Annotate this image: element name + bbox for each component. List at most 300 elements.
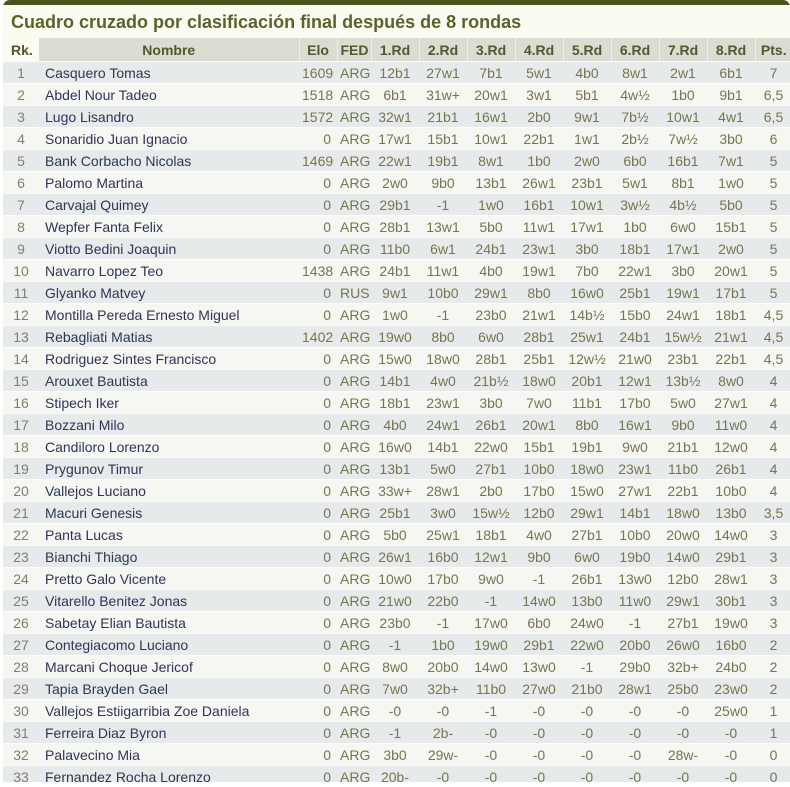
- table-row: [3, 348, 790, 370]
- table-row: [3, 172, 790, 194]
- elo-cell: 0: [299, 744, 337, 766]
- column-header-round1: 1.Rd: [371, 38, 419, 62]
- round-3-result: -1: [467, 700, 515, 722]
- round-5-result: 4b0: [563, 62, 611, 84]
- round-4-result: 18w0: [515, 370, 563, 392]
- player-name-link[interactable]: Bozzani Milo: [39, 414, 299, 436]
- round-1-result: 23b0: [371, 612, 419, 634]
- round-6-result: -0: [611, 766, 659, 783]
- elo-cell: 0: [299, 480, 337, 502]
- federation-cell: ARG: [337, 436, 371, 458]
- federation-cell: ARG: [337, 304, 371, 326]
- round-1-result: -1: [371, 722, 419, 744]
- round-8-result: 14w0: [707, 524, 755, 546]
- player-name-link[interactable]: Vallejos Luciano: [39, 480, 299, 502]
- round-6-result: 7b½: [611, 106, 659, 128]
- round-2-result: 11w1: [419, 260, 467, 282]
- round-4-result: 15b1: [515, 436, 563, 458]
- federation-cell: ARG: [337, 590, 371, 612]
- round-8-result: 15b1: [707, 216, 755, 238]
- round-1-result: 24b1: [371, 260, 419, 282]
- round-6-result: 8w1: [611, 62, 659, 84]
- elo-cell: 0: [299, 458, 337, 480]
- round-8-result: 30b1: [707, 590, 755, 612]
- round-4-result: 13w0: [515, 656, 563, 678]
- rank-cell: 13: [3, 326, 39, 348]
- federation-cell: ARG: [337, 260, 371, 282]
- round-3-result: 5b0: [467, 216, 515, 238]
- round-4-result: 5w1: [515, 62, 563, 84]
- federation-cell: ARG: [337, 84, 371, 106]
- points-cell: 4: [755, 480, 790, 502]
- round-1-result: 18b1: [371, 392, 419, 414]
- federation-cell: ARG: [337, 546, 371, 568]
- round-7-result: 14w0: [659, 546, 707, 568]
- player-name-link[interactable]: Ferreira Diaz Byron: [39, 722, 299, 744]
- rank-cell: 27: [3, 634, 39, 656]
- federation-cell: ARG: [337, 524, 371, 546]
- round-8-result: 4w1: [707, 106, 755, 128]
- points-cell: 4: [755, 370, 790, 392]
- round-5-result: 25w1: [563, 326, 611, 348]
- round-5-result: 13b0: [563, 590, 611, 612]
- round-5-result: -0: [563, 722, 611, 744]
- round-6-result: 27w1: [611, 480, 659, 502]
- round-2-result: 27w1: [419, 62, 467, 84]
- round-6-result: 23w1: [611, 458, 659, 480]
- player-name-link[interactable]: Stipech Iker: [39, 392, 299, 414]
- table-row: [3, 634, 790, 656]
- round-1-result: 21w0: [371, 590, 419, 612]
- round-3-result: 16w1: [467, 106, 515, 128]
- round-5-result: -0: [563, 700, 611, 722]
- player-name-link[interactable]: Abdel Nour Tadeo: [39, 84, 299, 106]
- round-7-result: -0: [659, 722, 707, 744]
- round-2-result: 17b0: [419, 568, 467, 590]
- table-row: [3, 766, 790, 783]
- player-name-link[interactable]: Tapia Brayden Gael: [39, 678, 299, 700]
- points-cell: 3,5: [755, 502, 790, 524]
- round-8-result: -0: [707, 722, 755, 744]
- round-6-result: 1b0: [611, 216, 659, 238]
- round-3-result: 7b1: [467, 62, 515, 84]
- player-name-link[interactable]: Marcani Choque Jericof: [39, 656, 299, 678]
- player-name-link[interactable]: Bianchi Thiago: [39, 546, 299, 568]
- federation-cell: ARG: [337, 326, 371, 348]
- federation-cell: ARG: [337, 194, 371, 216]
- round-3-result: 26b1: [467, 414, 515, 436]
- round-2-result: 20b0: [419, 656, 467, 678]
- elo-cell: 0: [299, 722, 337, 744]
- round-1-result: 7w0: [371, 678, 419, 700]
- round-3-result: 17w0: [467, 612, 515, 634]
- elo-cell: 0: [299, 348, 337, 370]
- rank-cell: 1: [3, 62, 39, 84]
- round-8-result: 13b0: [707, 502, 755, 524]
- federation-cell: ARG: [337, 414, 371, 436]
- round-6-result: 21w0: [611, 348, 659, 370]
- elo-cell: 0: [299, 414, 337, 436]
- round-2-result: -0: [419, 700, 467, 722]
- table-row: [3, 260, 790, 282]
- federation-cell: ARG: [337, 568, 371, 590]
- round-8-result: 21w1: [707, 326, 755, 348]
- round-8-result: -0: [707, 766, 755, 783]
- rank-cell: 21: [3, 502, 39, 524]
- round-2-result: 14b1: [419, 436, 467, 458]
- round-3-result: -0: [467, 722, 515, 744]
- round-6-result: 15b0: [611, 304, 659, 326]
- rank-cell: 23: [3, 546, 39, 568]
- round-5-result: 26b1: [563, 568, 611, 590]
- round-6-result: 5w1: [611, 172, 659, 194]
- elo-cell: 0: [299, 436, 337, 458]
- player-name-link[interactable]: Rebagliati Matias: [39, 326, 299, 348]
- round-4-result: 1b0: [515, 150, 563, 172]
- elo-cell: 1402: [299, 326, 337, 348]
- rank-cell: 26: [3, 612, 39, 634]
- round-3-result: 10w1: [467, 128, 515, 150]
- column-header-elo: Elo: [299, 38, 337, 62]
- round-3-result: 27b1: [467, 458, 515, 480]
- round-4-result: -0: [515, 700, 563, 722]
- round-7-result: -0: [659, 700, 707, 722]
- elo-cell: 0: [299, 370, 337, 392]
- round-8-result: 26b1: [707, 458, 755, 480]
- player-name-link[interactable]: Bank Corbacho Nicolas: [39, 150, 299, 172]
- round-8-result: 3b0: [707, 128, 755, 150]
- round-4-result: 28b1: [515, 326, 563, 348]
- round-4-result: 7w0: [515, 392, 563, 414]
- round-1-result: 10w0: [371, 568, 419, 590]
- round-7-result: 5w0: [659, 392, 707, 414]
- table-row: [3, 458, 790, 480]
- points-cell: 5: [755, 216, 790, 238]
- rank-cell: 14: [3, 348, 39, 370]
- player-name-link[interactable]: Macuri Genesis: [39, 502, 299, 524]
- round-1-result: 2w0: [371, 172, 419, 194]
- table-row: [3, 238, 790, 260]
- rank-cell: 15: [3, 370, 39, 392]
- player-name-link[interactable]: Lugo Lisandro: [39, 106, 299, 128]
- points-cell: 4: [755, 458, 790, 480]
- elo-cell: 1572: [299, 106, 337, 128]
- column-header-points: Pts.: [755, 38, 790, 62]
- points-cell: 0: [755, 766, 790, 783]
- player-name-link[interactable]: Vitarello Benitez Jonas: [39, 590, 299, 612]
- round-6-result: 17b0: [611, 392, 659, 414]
- federation-cell: ARG: [337, 128, 371, 150]
- round-2-result: 2b-: [419, 722, 467, 744]
- table-row: [3, 194, 790, 216]
- round-5-result: 5b1: [563, 84, 611, 106]
- table-row: [3, 84, 790, 106]
- round-4-result: 26w1: [515, 172, 563, 194]
- round-1-result: 12b1: [371, 62, 419, 84]
- rank-cell: 28: [3, 656, 39, 678]
- round-7-result: 10w1: [659, 106, 707, 128]
- round-7-result: 11b0: [659, 458, 707, 480]
- table-row: [3, 568, 790, 590]
- round-5-result: 9w1: [563, 106, 611, 128]
- points-cell: 4,5: [755, 348, 790, 370]
- player-name-link[interactable]: Sonaridio Juan Ignacio: [39, 128, 299, 150]
- round-6-result: -0: [611, 744, 659, 766]
- round-7-result: 1b0: [659, 84, 707, 106]
- table-row: [3, 436, 790, 458]
- round-3-result: -1: [467, 590, 515, 612]
- rank-cell: 12: [3, 304, 39, 326]
- column-header-round8: 8.Rd: [707, 38, 755, 62]
- round-8-result: 10b0: [707, 480, 755, 502]
- round-1-result: 16w0: [371, 436, 419, 458]
- round-7-result: 8b1: [659, 172, 707, 194]
- rank-cell: 31: [3, 722, 39, 744]
- round-8-result: 12w0: [707, 436, 755, 458]
- table-row: [3, 106, 790, 128]
- round-1-result: 9w1: [371, 282, 419, 304]
- table-row: [3, 480, 790, 502]
- points-cell: 2: [755, 656, 790, 678]
- rank-cell: 19: [3, 458, 39, 480]
- player-name-link[interactable]: Arouxet Bautista: [39, 370, 299, 392]
- round-7-result: 17w1: [659, 238, 707, 260]
- page-title: Cuadro cruzado por clasificación final después de 8 rondas: [11, 12, 522, 32]
- federation-cell: ARG: [337, 502, 371, 524]
- round-2-result: 6w1: [419, 238, 467, 260]
- round-5-result: 10w1: [563, 194, 611, 216]
- player-name-link[interactable]: Viotto Bedini Joaquin: [39, 238, 299, 260]
- federation-cell: ARG: [337, 744, 371, 766]
- round-8-result: 16b0: [707, 634, 755, 656]
- federation-cell: ARG: [337, 634, 371, 656]
- points-cell: 1: [755, 722, 790, 744]
- round-3-result: 2b0: [467, 480, 515, 502]
- round-7-result: 16b1: [659, 150, 707, 172]
- round-1-result: 4b0: [371, 414, 419, 436]
- round-8-result: 29b1: [707, 546, 755, 568]
- round-8-result: 25w0: [707, 700, 755, 722]
- round-3-result: 14w0: [467, 656, 515, 678]
- round-8-result: 18b1: [707, 304, 755, 326]
- table-row: [3, 128, 790, 150]
- round-8-result: 28w1: [707, 568, 755, 590]
- round-7-result: 19w1: [659, 282, 707, 304]
- player-name-link[interactable]: Contegiacomo Luciano: [39, 634, 299, 656]
- rank-cell: 3: [3, 106, 39, 128]
- round-1-result: 6b1: [371, 84, 419, 106]
- points-cell: 1: [755, 700, 790, 722]
- round-5-result: 20b1: [563, 370, 611, 392]
- column-header-round3: 3.Rd: [467, 38, 515, 62]
- round-2-result: 19b1: [419, 150, 467, 172]
- column-header-round4: 4.Rd: [515, 38, 563, 62]
- federation-cell: ARG: [337, 656, 371, 678]
- federation-cell: ARG: [337, 458, 371, 480]
- round-4-result: 22b1: [515, 128, 563, 150]
- round-2-result: 29w-: [419, 744, 467, 766]
- round-3-result: 29w1: [467, 282, 515, 304]
- player-name-link[interactable]: Panta Lucas: [39, 524, 299, 546]
- round-6-result: 10b0: [611, 524, 659, 546]
- round-3-result: 11b0: [467, 678, 515, 700]
- player-name-link[interactable]: Palavecino Mia: [39, 744, 299, 766]
- round-4-result: 23w1: [515, 238, 563, 260]
- round-6-result: 18b1: [611, 238, 659, 260]
- table-row: [3, 502, 790, 524]
- round-2-result: 5w0: [419, 458, 467, 480]
- player-name-link[interactable]: Prygunov Timur: [39, 458, 299, 480]
- round-6-result: -0: [611, 722, 659, 744]
- round-5-result: 8b0: [563, 414, 611, 436]
- round-4-result: 2b0: [515, 106, 563, 128]
- elo-cell: 1518: [299, 84, 337, 106]
- table-row: [3, 744, 790, 766]
- elo-cell: 0: [299, 502, 337, 524]
- round-6-result: 24b1: [611, 326, 659, 348]
- rank-cell: 22: [3, 524, 39, 546]
- column-header-name: Nombre: [39, 38, 299, 62]
- table-row: [3, 370, 790, 392]
- elo-cell: 0: [299, 634, 337, 656]
- round-4-result: 16b1: [515, 194, 563, 216]
- rank-cell: 10: [3, 260, 39, 282]
- player-name-link[interactable]: Casquero Tomas: [39, 62, 299, 84]
- points-cell: 3: [755, 568, 790, 590]
- player-name-link[interactable]: Fernandez Rocha Lorenzo: [39, 766, 299, 783]
- round-5-result: 19b1: [563, 436, 611, 458]
- round-6-result: 29b0: [611, 656, 659, 678]
- round-7-result: 12b0: [659, 568, 707, 590]
- round-4-result: -0: [515, 744, 563, 766]
- round-1-result: 5b0: [371, 524, 419, 546]
- elo-cell: 0: [299, 678, 337, 700]
- round-3-result: 24b1: [467, 238, 515, 260]
- round-4-result: 10b0: [515, 458, 563, 480]
- round-1-result: 20b-: [371, 766, 419, 783]
- round-4-result: -1: [515, 568, 563, 590]
- federation-cell: ARG: [337, 612, 371, 634]
- elo-cell: 0: [299, 304, 337, 326]
- round-4-result: 27w0: [515, 678, 563, 700]
- federation-cell: ARG: [337, 62, 371, 84]
- round-2-result: 22b0: [419, 590, 467, 612]
- round-5-result: 2w0: [563, 150, 611, 172]
- column-header-round6: 6.Rd: [611, 38, 659, 62]
- round-5-result: -0: [563, 744, 611, 766]
- round-3-result: 12w1: [467, 546, 515, 568]
- table-row: [3, 722, 790, 744]
- points-cell: 5: [755, 282, 790, 304]
- round-7-result: 6w0: [659, 216, 707, 238]
- points-cell: 4: [755, 414, 790, 436]
- round-6-result: 16w1: [611, 414, 659, 436]
- federation-cell: ARG: [337, 216, 371, 238]
- round-5-result: 14b½: [563, 304, 611, 326]
- rank-cell: 20: [3, 480, 39, 502]
- elo-cell: 0: [299, 612, 337, 634]
- results-panel: [3, 0, 790, 782]
- player-name-link[interactable]: Pretto Galo Vicente: [39, 568, 299, 590]
- player-name-link[interactable]: Vallejos Estiigarribia Zoe Daniela: [39, 700, 299, 722]
- player-name-link[interactable]: Carvajal Quimey: [39, 194, 299, 216]
- round-5-result: 3b0: [563, 238, 611, 260]
- round-6-result: 4w½: [611, 84, 659, 106]
- elo-cell: 0: [299, 392, 337, 414]
- round-1-result: 15w0: [371, 348, 419, 370]
- round-8-result: 2w0: [707, 238, 755, 260]
- elo-cell: 1609: [299, 62, 337, 84]
- round-5-result: 15w0: [563, 480, 611, 502]
- federation-cell: ARG: [337, 370, 371, 392]
- round-1-result: 25b1: [371, 502, 419, 524]
- player-name-link[interactable]: Glyanko Matvey: [39, 282, 299, 304]
- federation-cell: ARG: [337, 722, 371, 744]
- player-name-link[interactable]: Montilla Pereda Ernesto Miguel: [39, 304, 299, 326]
- round-4-result: 17b0: [515, 480, 563, 502]
- round-2-result: 15b1: [419, 128, 467, 150]
- round-6-result: 11w0: [611, 590, 659, 612]
- rank-cell: 30: [3, 700, 39, 722]
- round-8-result: 7w1: [707, 150, 755, 172]
- round-6-result: 19b0: [611, 546, 659, 568]
- player-name-link[interactable]: Navarro Lopez Teo: [39, 260, 299, 282]
- rank-cell: 5: [3, 150, 39, 172]
- elo-cell: 0: [299, 194, 337, 216]
- round-3-result: 20w1: [467, 84, 515, 106]
- round-7-result: -0: [659, 766, 707, 783]
- table-row: [3, 678, 790, 700]
- round-6-result: 2b½: [611, 128, 659, 150]
- round-3-result: -0: [467, 766, 515, 783]
- round-7-result: 24w1: [659, 304, 707, 326]
- round-3-result: -0: [467, 744, 515, 766]
- round-2-result: 16b0: [419, 546, 467, 568]
- round-1-result: 29b1: [371, 194, 419, 216]
- round-4-result: 29b1: [515, 634, 563, 656]
- elo-cell: 0: [299, 172, 337, 194]
- elo-cell: 0: [299, 282, 337, 304]
- table-row: [3, 392, 790, 414]
- player-name-link[interactable]: Sabetay Elian Bautista: [39, 612, 299, 634]
- round-2-result: 18w0: [419, 348, 467, 370]
- table-row: [3, 612, 790, 634]
- table-row: [3, 656, 790, 678]
- points-cell: 5: [755, 238, 790, 260]
- rank-cell: 29: [3, 678, 39, 700]
- round-8-result: 1w0: [707, 172, 755, 194]
- round-7-result: 22b1: [659, 480, 707, 502]
- round-3-result: 15w½: [467, 502, 515, 524]
- round-1-result: 17w1: [371, 128, 419, 150]
- round-4-result: 11w1: [515, 216, 563, 238]
- player-name-link[interactable]: Candiloro Lorenzo: [39, 436, 299, 458]
- table-row: [3, 524, 790, 546]
- rank-cell: 2: [3, 84, 39, 106]
- round-3-result: 9w0: [467, 568, 515, 590]
- federation-cell: ARG: [337, 700, 371, 722]
- round-4-result: -0: [515, 766, 563, 783]
- elo-cell: 1469: [299, 150, 337, 172]
- player-name-link[interactable]: Wepfer Fanta Felix: [39, 216, 299, 238]
- column-header-round2: 2.Rd: [419, 38, 467, 62]
- table-row: [3, 326, 790, 348]
- elo-cell: 1438: [299, 260, 337, 282]
- round-6-result: 9w0: [611, 436, 659, 458]
- player-name-link[interactable]: Palomo Martina: [39, 172, 299, 194]
- elo-cell: 0: [299, 216, 337, 238]
- player-name-link[interactable]: Rodriguez Sintes Francisco: [39, 348, 299, 370]
